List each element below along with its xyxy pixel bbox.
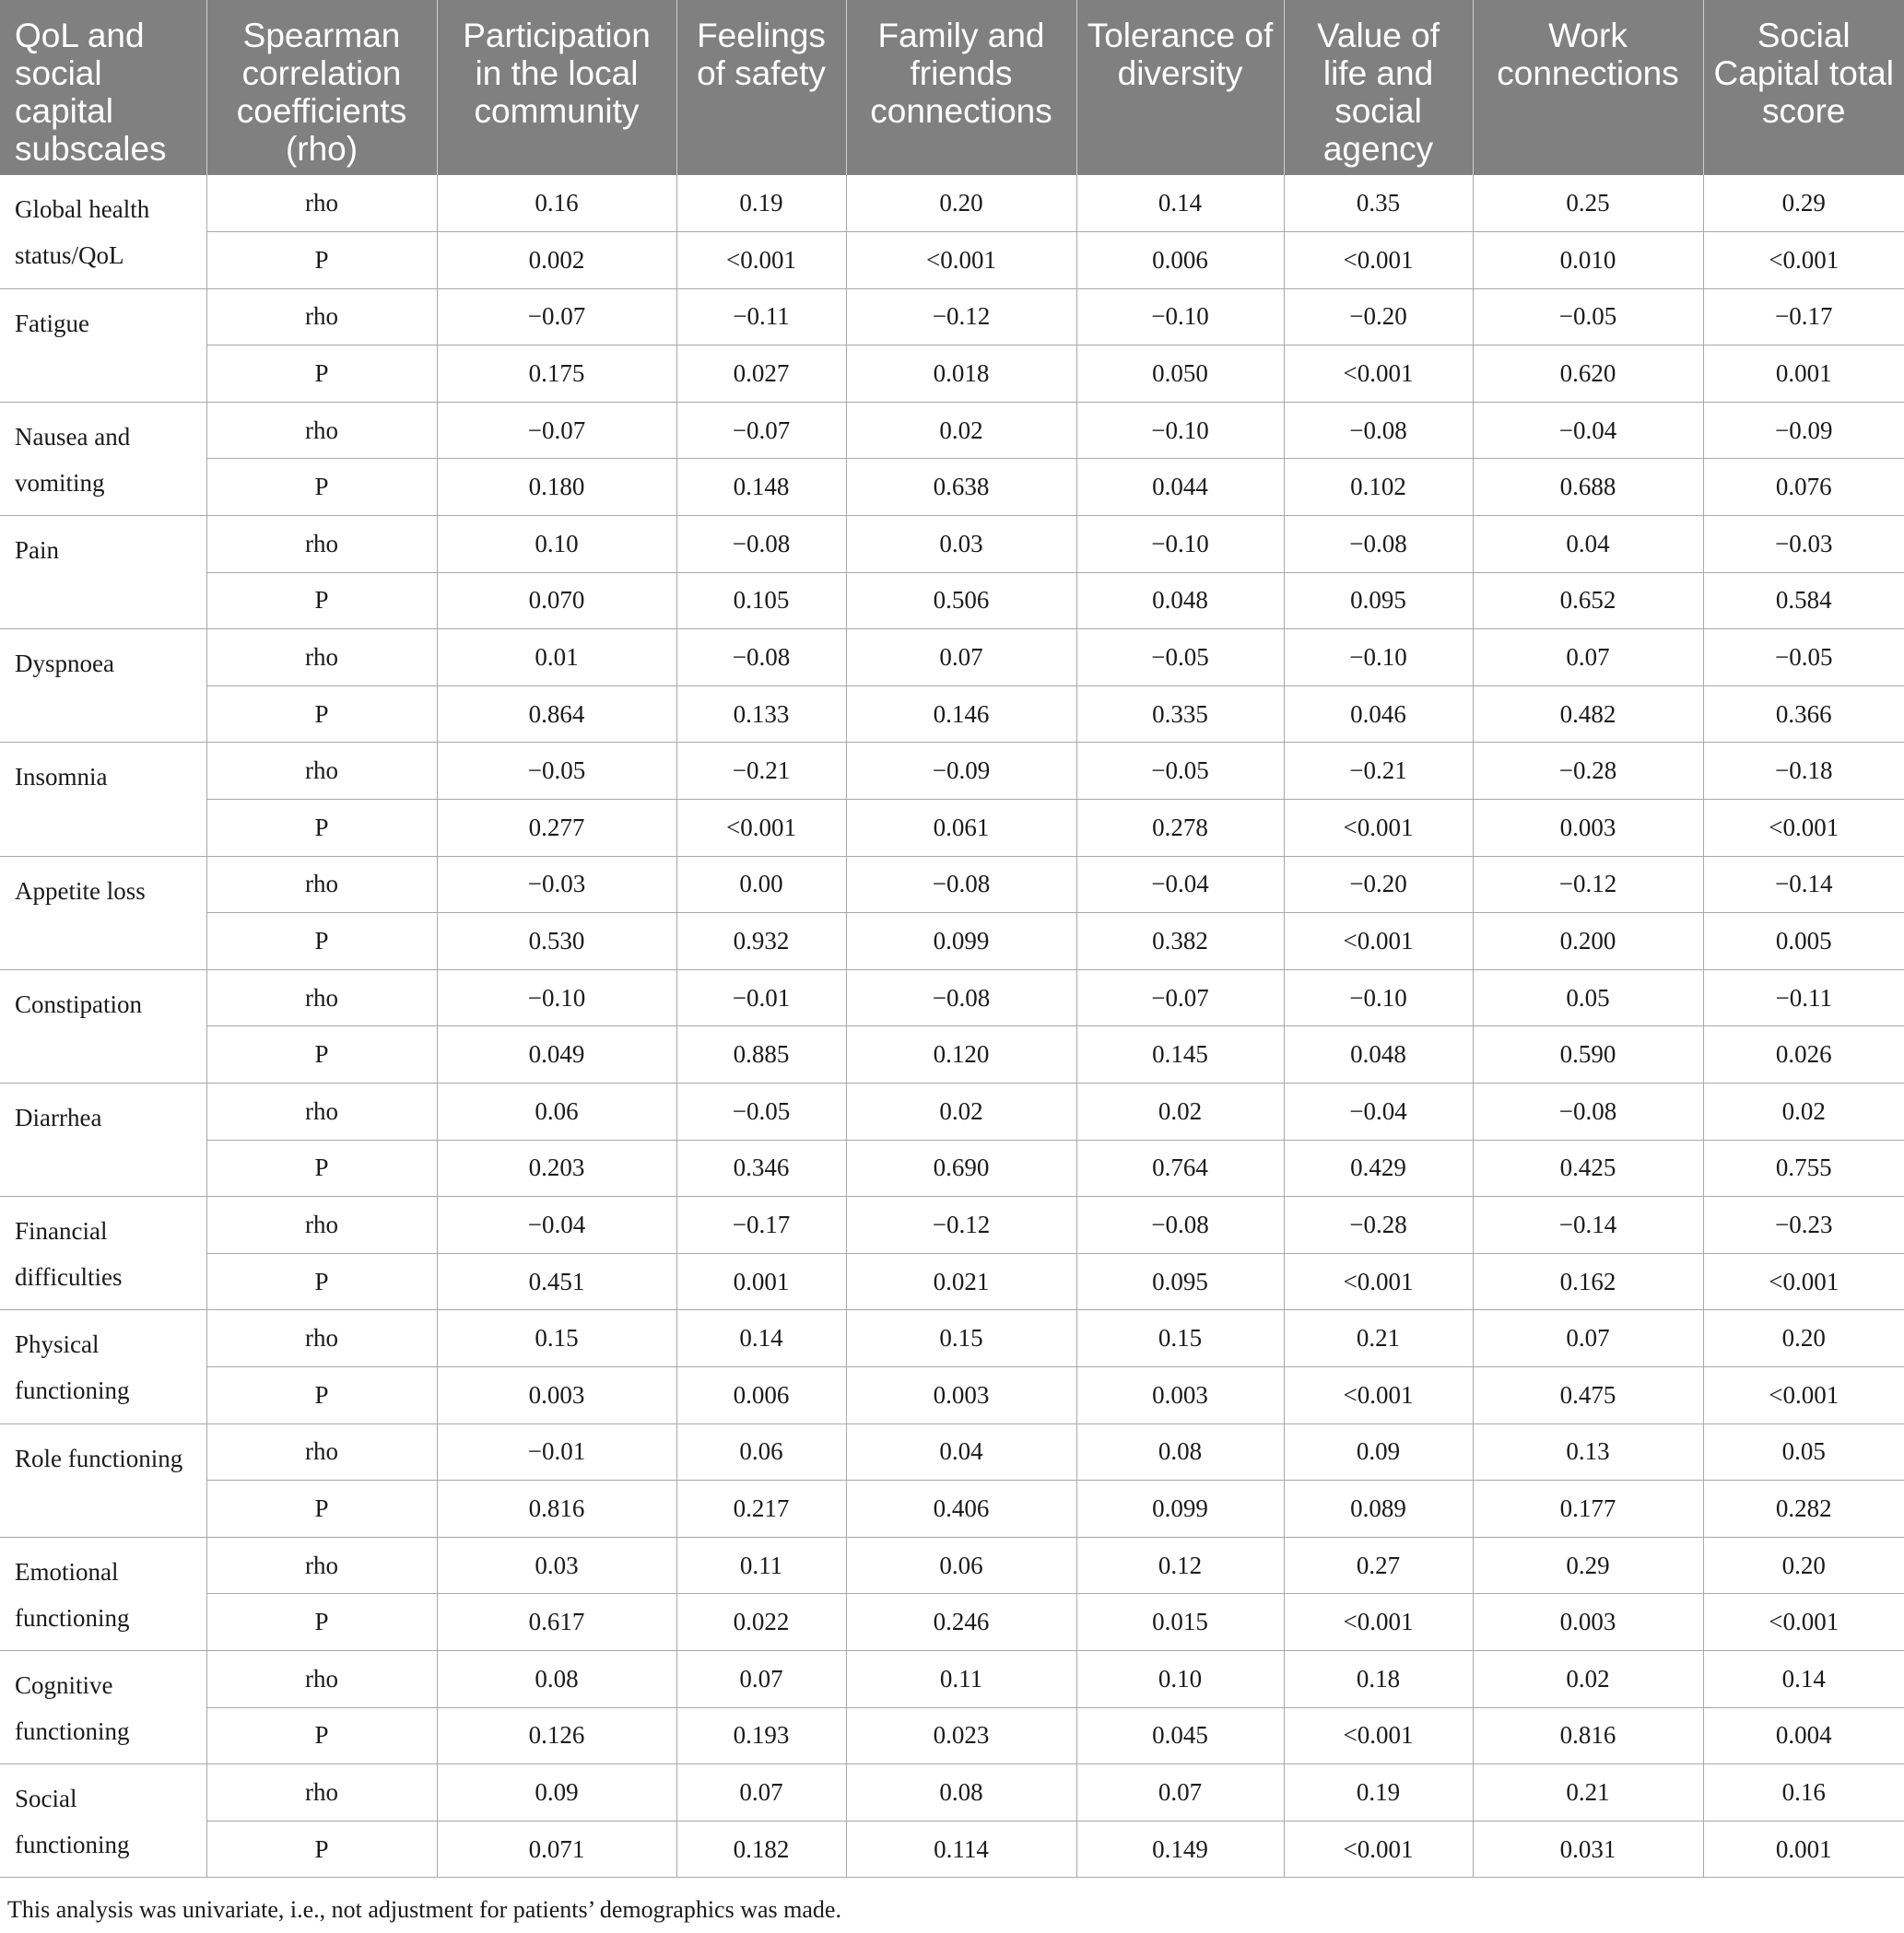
table-cell: <0.001 (1284, 1366, 1473, 1423)
table-cell: <0.001 (1284, 232, 1473, 289)
table-cell: 0.35 (1284, 175, 1473, 232)
table-row (0, 1084, 1904, 1141)
table-cell: 0.475 (1473, 1366, 1703, 1423)
table-cell: 0.13 (1473, 1423, 1703, 1481)
table-cell: −0.12 (846, 1197, 1076, 1254)
table-cell: 0.282 (1703, 1481, 1904, 1538)
table-cell: <0.001 (846, 232, 1076, 289)
table-cell: 0.003 (1473, 1594, 1703, 1651)
table-cell: −0.08 (676, 629, 846, 686)
table-cell: 0.652 (1473, 572, 1703, 629)
subscale-label: Cognitive functioning (0, 1650, 206, 1763)
table-cell: 0.366 (1703, 685, 1904, 743)
table-cell: 0.278 (1076, 800, 1284, 857)
table-cell: 0.148 (676, 459, 846, 516)
table-cell: 0.07 (1076, 1764, 1284, 1822)
table-cell: −0.04 (1473, 402, 1703, 459)
table-cell: −0.05 (437, 743, 676, 800)
table-cell: 0.00 (676, 856, 846, 913)
subscale-label: Physical functioning (0, 1310, 206, 1423)
stat-label: P (206, 232, 437, 289)
table-cell: 0.099 (846, 913, 1076, 970)
table-cell: −0.17 (676, 1197, 846, 1254)
table-cell: 0.200 (1473, 913, 1703, 970)
subscale-label: Financial difficulties (0, 1197, 206, 1310)
table-row (0, 1821, 1904, 1878)
table-cell: 0.133 (676, 685, 846, 743)
table-cell: −0.05 (1703, 629, 1904, 686)
table-cell: −0.20 (1284, 288, 1473, 346)
table-cell: 0.19 (1284, 1764, 1473, 1822)
table-cell: 0.004 (1703, 1707, 1904, 1764)
header-spearman: Spearman correlation coefficients (rho) (206, 0, 437, 175)
table-cell: 0.02 (1076, 1084, 1284, 1141)
table-cell: −0.05 (1076, 629, 1284, 686)
table-cell: 0.070 (437, 572, 676, 629)
stat-label: P (206, 800, 437, 857)
table-cell: 0.146 (846, 685, 1076, 743)
table-cell: 0.126 (437, 1707, 676, 1764)
subscale-label: Fatigue (0, 288, 206, 402)
table-cell: 0.180 (437, 459, 676, 516)
stat-label: rho (206, 402, 437, 459)
table-cell: −0.05 (1076, 743, 1284, 800)
table-cell: −0.09 (846, 743, 1076, 800)
stat-label: rho (206, 1084, 437, 1141)
table-cell: 0.590 (1473, 1026, 1703, 1084)
table-row (0, 1423, 1904, 1481)
table-cell: 0.193 (676, 1707, 846, 1764)
table-cell: <0.001 (1703, 1366, 1904, 1423)
subscale-label: Social functioning (0, 1764, 206, 1878)
table-row (0, 402, 1904, 459)
stat-label: P (206, 1821, 437, 1878)
table-cell: 0.044 (1076, 459, 1284, 516)
table-row (0, 856, 1904, 913)
table-cell: 0.530 (437, 913, 676, 970)
table-row (0, 1197, 1904, 1254)
table-cell: 0.023 (846, 1707, 1076, 1764)
table-cell: 0.11 (676, 1537, 846, 1594)
table-cell: 0.026 (1703, 1026, 1904, 1084)
table-cell: 0.29 (1473, 1537, 1703, 1594)
table-cell: −0.09 (1703, 402, 1904, 459)
table-cell: 0.620 (1473, 346, 1703, 403)
table-cell: −0.05 (676, 1084, 846, 1141)
table-cell: 0.099 (1076, 1481, 1284, 1538)
table-cell: 0.02 (846, 1084, 1076, 1141)
table-cell: −0.08 (1076, 1197, 1284, 1254)
table-cell: 0.16 (437, 175, 676, 232)
table-row (0, 1537, 1904, 1594)
subscale-label: Role functioning (0, 1423, 206, 1537)
table-cell: 0.003 (846, 1366, 1076, 1423)
table-cell: 0.006 (676, 1366, 846, 1423)
stat-label: rho (206, 1537, 437, 1594)
table-cell: 0.864 (437, 685, 676, 743)
table-cell: 0.01 (437, 629, 676, 686)
table-cell: 0.25 (1473, 175, 1703, 232)
table-cell: <0.001 (1284, 1253, 1473, 1310)
table-cell: −0.12 (1473, 856, 1703, 913)
stat-label: P (206, 346, 437, 403)
table-cell: 0.02 (846, 402, 1076, 459)
table-cell: 0.18 (1284, 1650, 1473, 1707)
header-safety: Feelings of safety (676, 0, 846, 175)
table-cell: 0.20 (1703, 1537, 1904, 1594)
subscale-label: Constipation (0, 969, 206, 1083)
table-cell: 0.120 (846, 1026, 1076, 1084)
table-cell: 0.482 (1473, 685, 1703, 743)
table-cell: −0.07 (676, 402, 846, 459)
table-cell: −0.08 (846, 856, 1076, 913)
table-cell: 0.089 (1284, 1481, 1473, 1538)
table-cell: 0.27 (1284, 1537, 1473, 1594)
table-cell: −0.04 (1284, 1084, 1473, 1141)
table-cell: −0.08 (1284, 402, 1473, 459)
table-row (0, 346, 1904, 403)
table-cell: 0.08 (1076, 1423, 1284, 1481)
table-cell: 0.15 (1076, 1310, 1284, 1367)
stat-label: rho (206, 969, 437, 1026)
table-cell: −0.14 (1473, 1197, 1703, 1254)
table-cell: −0.11 (676, 288, 846, 346)
header-subscales: QoL and social capital subscales (0, 0, 206, 175)
table-cell: −0.21 (676, 743, 846, 800)
table-cell: 0.217 (676, 1481, 846, 1538)
table-cell: 0.451 (437, 1253, 676, 1310)
table-cell: 0.346 (676, 1140, 846, 1197)
subscale-label: Nausea and vomiting (0, 402, 206, 515)
table-cell: 0.005 (1703, 913, 1904, 970)
table-cell: 0.03 (846, 516, 1076, 573)
stat-label: P (206, 1366, 437, 1423)
stat-label: P (206, 459, 437, 516)
table-cell: −0.11 (1703, 969, 1904, 1026)
table-cell: 0.050 (1076, 346, 1284, 403)
table-cell: −0.18 (1703, 743, 1904, 800)
table-cell: 0.21 (1473, 1764, 1703, 1822)
header-total-score: Social Capital total score (1703, 0, 1904, 175)
table-cell: 0.425 (1473, 1140, 1703, 1197)
table-cell: 0.429 (1284, 1140, 1473, 1197)
table-cell: 0.05 (1703, 1423, 1904, 1481)
table-cell: 0.406 (846, 1481, 1076, 1538)
table-cell: 0.816 (1473, 1707, 1703, 1764)
stat-label: rho (206, 1650, 437, 1707)
table-cell: 0.04 (1473, 516, 1703, 573)
table-cell: −0.08 (676, 516, 846, 573)
table-cell: −0.03 (1703, 516, 1904, 573)
table-cell: 0.015 (1076, 1594, 1284, 1651)
table-cell: 0.02 (1703, 1084, 1904, 1141)
stat-label: P (206, 572, 437, 629)
table-row (0, 685, 1904, 743)
table-cell: −0.08 (1284, 516, 1473, 573)
table-row (0, 175, 1904, 232)
table-cell: 0.07 (846, 629, 1076, 686)
table-cell: −0.23 (1703, 1197, 1904, 1254)
table-cell: −0.10 (437, 969, 676, 1026)
table-cell: −0.10 (1284, 629, 1473, 686)
table-cell: 0.001 (1703, 1821, 1904, 1878)
table-cell: −0.12 (846, 288, 1076, 346)
table-cell: 0.246 (846, 1594, 1076, 1651)
table-cell: 0.177 (1473, 1481, 1703, 1538)
stat-label: P (206, 1253, 437, 1310)
table-row (0, 1366, 1904, 1423)
table-row (0, 969, 1904, 1026)
header-participation: Participation in the local community (437, 0, 676, 175)
table-cell: 0.764 (1076, 1140, 1284, 1197)
table-cell: 0.003 (437, 1366, 676, 1423)
table-cell: 0.09 (437, 1764, 676, 1822)
table-cell: −0.01 (437, 1423, 676, 1481)
table-cell: 0.21 (1284, 1310, 1473, 1367)
table-cell: 0.584 (1703, 572, 1904, 629)
table-cell: −0.10 (1076, 288, 1284, 346)
table-row (0, 1707, 1904, 1764)
table-cell: 0.277 (437, 800, 676, 857)
stat-label: rho (206, 1197, 437, 1254)
stat-label: P (206, 685, 437, 743)
table-cell: <0.001 (1703, 232, 1904, 289)
table-cell: 0.095 (1284, 572, 1473, 629)
table-cell: −0.01 (676, 969, 846, 1026)
table-cell: <0.001 (1284, 1594, 1473, 1651)
table-cell: 0.06 (437, 1084, 676, 1141)
table-cell: 0.001 (676, 1253, 846, 1310)
table-row (0, 1650, 1904, 1707)
table-cell: 0.10 (1076, 1650, 1284, 1707)
table-cell: 0.031 (1473, 1821, 1703, 1878)
table-cell: 0.102 (1284, 459, 1473, 516)
stat-label: rho (206, 516, 437, 573)
header-work-connections: Work connections (1473, 0, 1703, 175)
table-cell: 0.07 (1473, 629, 1703, 686)
header-row (0, 0, 1904, 175)
table-row (0, 572, 1904, 629)
stat-label: rho (206, 175, 437, 232)
table-cell: 0.932 (676, 913, 846, 970)
table-cell: 0.08 (437, 1650, 676, 1707)
table-cell: 0.061 (846, 800, 1076, 857)
table-cell: 0.638 (846, 459, 1076, 516)
table-cell: −0.08 (1473, 1084, 1703, 1141)
table-cell: 0.027 (676, 346, 846, 403)
table-cell: 0.010 (1473, 232, 1703, 289)
stat-label: P (206, 1594, 437, 1651)
table-cell: <0.001 (676, 232, 846, 289)
table-cell: 0.688 (1473, 459, 1703, 516)
table-cell: −0.04 (437, 1197, 676, 1254)
table-row (0, 232, 1904, 289)
stat-label: P (206, 1026, 437, 1084)
table-cell: 0.182 (676, 1821, 846, 1878)
table-cell: −0.21 (1284, 743, 1473, 800)
table-cell: 0.09 (1284, 1423, 1473, 1481)
table-cell: −0.08 (846, 969, 1076, 1026)
stat-label: rho (206, 1310, 437, 1367)
table-cell: 0.07 (676, 1764, 846, 1822)
stat-label: rho (206, 288, 437, 346)
table-cell: −0.10 (1076, 516, 1284, 573)
table-cell: 0.175 (437, 346, 676, 403)
table-cell: <0.001 (1703, 1253, 1904, 1310)
table-row (0, 800, 1904, 857)
table-cell: 0.145 (1076, 1026, 1284, 1084)
table-cell: <0.001 (1284, 800, 1473, 857)
stat-label: rho (206, 1764, 437, 1822)
table-cell: <0.001 (676, 800, 846, 857)
table-row (0, 1140, 1904, 1197)
table-cell: 0.07 (1473, 1310, 1703, 1367)
header-family-friends: Family and friends connections (846, 0, 1076, 175)
table-cell: 0.03 (437, 1537, 676, 1594)
table-cell: −0.07 (437, 288, 676, 346)
table-cell: 0.076 (1703, 459, 1904, 516)
table-cell: −0.28 (1284, 1197, 1473, 1254)
table-row (0, 1481, 1904, 1538)
table-row (0, 288, 1904, 346)
table-cell: 0.045 (1076, 1707, 1284, 1764)
table-cell: 0.14 (1703, 1650, 1904, 1707)
table-cell: −0.03 (437, 856, 676, 913)
table-cell: <0.001 (1703, 800, 1904, 857)
table-cell: 0.29 (1703, 175, 1904, 232)
stat-label: P (206, 913, 437, 970)
table-cell: −0.20 (1284, 856, 1473, 913)
table-cell: −0.07 (437, 402, 676, 459)
table-row (0, 629, 1904, 686)
table-cell: 0.15 (846, 1310, 1076, 1367)
table-cell: −0.07 (1076, 969, 1284, 1026)
table-cell: 0.162 (1473, 1253, 1703, 1310)
table-cell: 0.021 (846, 1253, 1076, 1310)
stat-label: P (206, 1707, 437, 1764)
table-cell: −0.10 (1076, 402, 1284, 459)
table-cell: 0.06 (676, 1423, 846, 1481)
table-cell: 0.149 (1076, 1821, 1284, 1878)
header-tolerance: Tolerance of diversity (1076, 0, 1284, 175)
table-cell: −0.04 (1076, 856, 1284, 913)
table-cell: 0.382 (1076, 913, 1284, 970)
table-body (0, 175, 1904, 1878)
subscale-label: Global health status/QoL (0, 175, 206, 288)
table-row (0, 459, 1904, 516)
table-cell: <0.001 (1284, 913, 1473, 970)
table-cell: 0.022 (676, 1594, 846, 1651)
table-cell: 0.006 (1076, 232, 1284, 289)
table-cell: −0.05 (1473, 288, 1703, 346)
table-cell: 0.335 (1076, 685, 1284, 743)
table-cell: 0.10 (437, 516, 676, 573)
table-cell: 0.003 (1076, 1366, 1284, 1423)
stat-label: P (206, 1481, 437, 1538)
table-cell: −0.10 (1284, 969, 1473, 1026)
table-cell: 0.690 (846, 1140, 1076, 1197)
table-cell: 0.046 (1284, 685, 1473, 743)
table-cell: 0.20 (846, 175, 1076, 232)
table-cell: <0.001 (1284, 346, 1473, 403)
table-cell: 0.06 (846, 1537, 1076, 1594)
table-cell: 0.04 (846, 1423, 1076, 1481)
table-cell: 0.11 (846, 1650, 1076, 1707)
table-row (0, 1026, 1904, 1084)
subscale-label: Pain (0, 516, 206, 629)
subscale-label: Emotional functioning (0, 1537, 206, 1650)
subscale-label: Dyspnoea (0, 629, 206, 743)
table-cell: 0.048 (1076, 572, 1284, 629)
table-cell: 0.002 (437, 232, 676, 289)
table-cell: 0.02 (1473, 1650, 1703, 1707)
table-cell: <0.001 (1284, 1707, 1473, 1764)
table-cell: 0.08 (846, 1764, 1076, 1822)
table-cell: <0.001 (1703, 1594, 1904, 1651)
table-cell: 0.105 (676, 572, 846, 629)
table-cell: 0.14 (676, 1310, 846, 1367)
table-row (0, 1310, 1904, 1367)
table-cell: 0.816 (437, 1481, 676, 1538)
table-cell: 0.16 (1703, 1764, 1904, 1822)
table-row (0, 1764, 1904, 1822)
table-row (0, 1253, 1904, 1310)
table-cell: −0.14 (1703, 856, 1904, 913)
table-row (0, 516, 1904, 573)
table-cell: 0.05 (1473, 969, 1703, 1026)
table-cell: 0.885 (676, 1026, 846, 1084)
table-cell: 0.095 (1076, 1253, 1284, 1310)
table-cell: 0.001 (1703, 346, 1904, 403)
table-row (0, 1594, 1904, 1651)
table-cell: 0.07 (676, 1650, 846, 1707)
stat-label: P (206, 1140, 437, 1197)
stat-label: rho (206, 743, 437, 800)
table-cell: 0.755 (1703, 1140, 1904, 1197)
table-footnote: This analysis was univariate, i.e., not adjustment for patients’ demographics was made. (7, 1896, 841, 1923)
header-value-of-life: Value of life and social agency (1284, 0, 1473, 175)
table-cell: −0.17 (1703, 288, 1904, 346)
table-cell: 0.003 (1473, 800, 1703, 857)
stat-label: rho (206, 1423, 437, 1481)
table-cell: 0.048 (1284, 1026, 1473, 1084)
table-cell: <0.001 (1284, 1821, 1473, 1878)
table-cell: 0.506 (846, 572, 1076, 629)
subscale-label: Appetite loss (0, 856, 206, 969)
table-cell: 0.203 (437, 1140, 676, 1197)
table-cell: 0.617 (437, 1594, 676, 1651)
table-cell: 0.20 (1703, 1310, 1904, 1367)
table-cell: −0.28 (1473, 743, 1703, 800)
table-cell: 0.12 (1076, 1537, 1284, 1594)
table-cell: 0.071 (437, 1821, 676, 1878)
table-row (0, 743, 1904, 800)
subscale-label: Diarrhea (0, 1084, 206, 1197)
table-row (0, 913, 1904, 970)
stat-label: rho (206, 629, 437, 686)
subscale-label: Insomnia (0, 743, 206, 856)
table-cell: 0.15 (437, 1310, 676, 1367)
table-cell: 0.114 (846, 1821, 1076, 1878)
table-cell: 0.14 (1076, 175, 1284, 232)
table-cell: 0.018 (846, 346, 1076, 403)
table-cell: 0.049 (437, 1026, 676, 1084)
stat-label: rho (206, 856, 437, 913)
table-cell: 0.19 (676, 175, 846, 232)
